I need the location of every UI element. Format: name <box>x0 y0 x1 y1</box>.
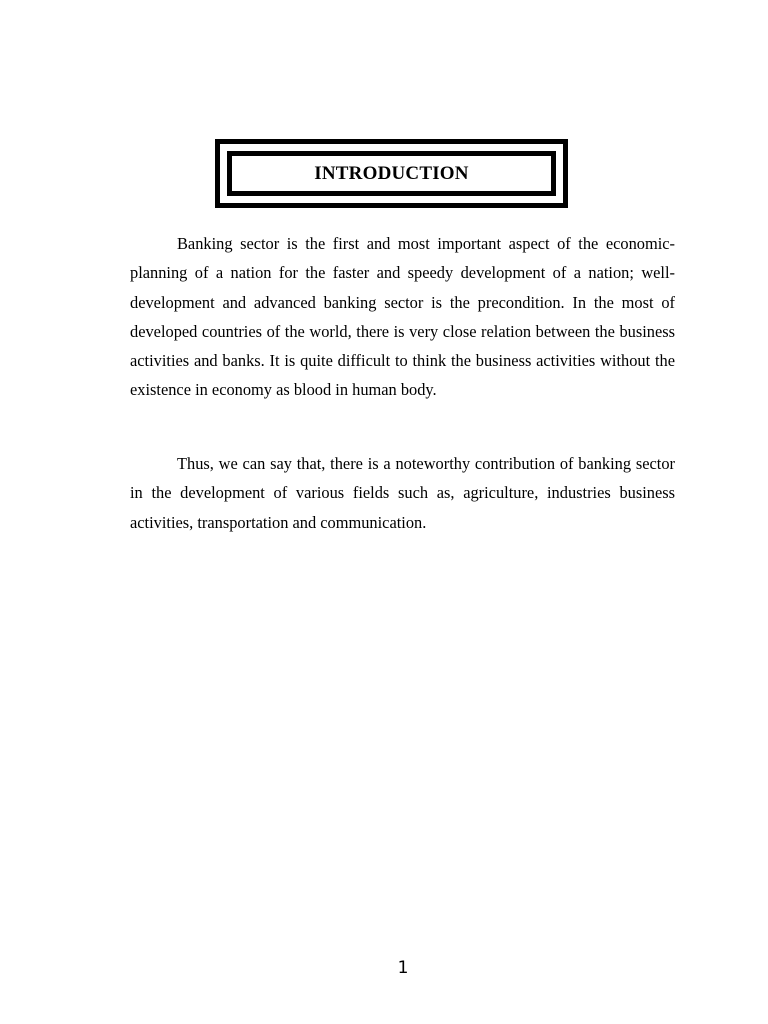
page-number: 1 <box>397 958 409 978</box>
page-title: INTRODUCTION <box>314 163 469 184</box>
title-box <box>215 139 568 208</box>
paragraph-banking-sector: Banking sector is the first and most important aspect of the economic-planning of a nation for the faster and speedy development of a nation; well-development and advanced banking sector is the precondition. In the most of developed countries of the world, there is very close relation between the business activities and banks. It is quite difficult to think the business activities without the existence in economy as blood in human body. <box>130 234 675 400</box>
title-box-inner-border <box>227 151 556 196</box>
paragraph-contribution: Thus, we can say that, there is a noteworthy contribution of banking sector in the development of various fields such as, agriculture, industries business activities, transportation and communication. <box>130 454 675 532</box>
page-number-footer <box>0 958 768 978</box>
